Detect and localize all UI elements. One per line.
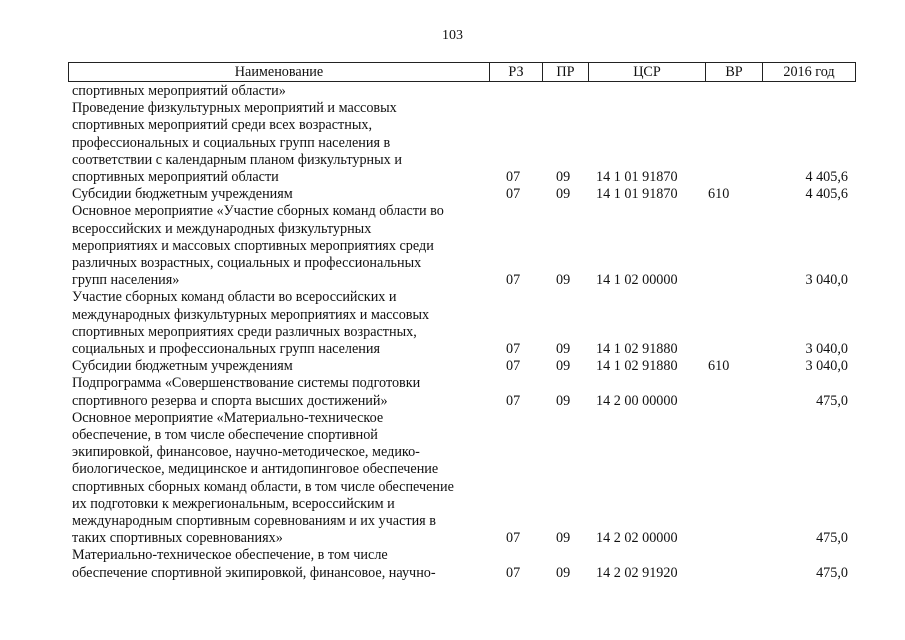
row-name-line: всероссийских и международных физкультурных	[72, 220, 372, 237]
row-rz: 07	[506, 186, 521, 203]
row-name-line: Материально-техническое обеспечение, в том числе	[72, 547, 388, 564]
row-name	[72, 83, 492, 100]
row-rz: 07	[506, 358, 521, 375]
table-header	[68, 62, 856, 82]
row-csr: 14 2 02 00000	[596, 530, 678, 547]
row-name-line: таких спортивных соревнованиях»	[72, 530, 283, 547]
row-vr: 610	[708, 358, 730, 375]
header-pr: ПР	[542, 63, 588, 81]
row-name-line: обеспечение, в том числе обеспечение спортивной	[72, 427, 378, 444]
row-name-line: спортивных мероприятий области	[72, 169, 279, 186]
row-rz: 07	[506, 564, 521, 581]
row-rz: 07	[506, 341, 521, 358]
row-name-line: спортивных мероприятий среди всех возрастных,	[72, 117, 372, 134]
row-pr: 09	[556, 392, 571, 409]
table-row	[0, 83, 905, 100]
row-pr: 09	[556, 186, 571, 203]
row-name	[72, 289, 492, 358]
row-pr: 09	[556, 358, 571, 375]
row-rz: 07	[506, 392, 521, 409]
row-pr: 09	[556, 564, 571, 581]
row-pr: 09	[556, 341, 571, 358]
header-csr: ЦСР	[588, 63, 705, 81]
row-name-line: Субсидии бюджетным учреждениям	[72, 186, 293, 203]
row-name	[72, 100, 492, 186]
row-csr: 14 1 02 91880	[596, 341, 678, 358]
row-rz: 07	[506, 272, 521, 289]
header-rz: РЗ	[489, 63, 542, 81]
row-name-line: групп населения»	[72, 272, 180, 289]
row-name-line: Субсидии бюджетным учреждениям	[72, 358, 293, 375]
row-name	[72, 547, 492, 581]
table-row	[0, 375, 905, 409]
row-amount: 4 405,6	[805, 169, 848, 186]
row-pr: 09	[556, 169, 571, 186]
row-pr: 09	[556, 272, 571, 289]
row-csr: 14 2 00 00000	[596, 392, 678, 409]
row-amount: 3 040,0	[805, 272, 848, 289]
row-name-line: соответствии с календарным планом физкультурных и	[72, 151, 402, 168]
row-name-line: международным спортивным соревнованиям и их участия в	[72, 513, 436, 530]
row-name	[72, 358, 492, 375]
row-name-line: профессиональных и социальных групп населения в	[72, 134, 391, 151]
table-row	[0, 358, 905, 375]
row-csr: 14 2 02 91920	[596, 564, 678, 581]
row-rz: 07	[506, 169, 521, 186]
row-csr: 14 1 02 00000	[596, 272, 678, 289]
row-name	[72, 203, 492, 289]
row-name-line: биологическое, медицинское и антидопинговое обеспечение	[72, 461, 439, 478]
row-name-line: мероприятиях и массовых спортивных мероприятиях среди	[72, 237, 434, 254]
row-amount: 475,0	[816, 530, 848, 547]
row-amount: 4 405,6	[805, 186, 848, 203]
row-name-line: Проведение физкультурных мероприятий и массовых	[72, 100, 397, 117]
table-row	[0, 410, 905, 548]
table-row	[0, 289, 905, 358]
row-csr: 14 1 02 91880	[596, 358, 678, 375]
row-name-line: спортивного резерва и спорта высших достижений»	[72, 392, 388, 409]
row-name-line: спортивных мероприятий области»	[72, 83, 286, 99]
header-vr: ВР	[705, 63, 762, 81]
row-name	[72, 186, 492, 203]
row-name-line: обеспечение спортивной экипировкой, финансовое, научно-	[72, 564, 436, 581]
row-amount: 475,0	[816, 392, 848, 409]
header-name: Наименование	[234, 64, 324, 80]
table-row	[0, 203, 905, 289]
row-csr: 14 1 01 91870	[596, 169, 678, 186]
table-row	[0, 100, 905, 186]
row-amount: 475,0	[816, 564, 848, 581]
row-amount: 3 040,0	[805, 341, 848, 358]
row-name-line: спортивных мероприятиях среди различных возрастных,	[72, 323, 417, 340]
table-body	[0, 83, 905, 582]
row-name-line: Основное мероприятие «Материально-техническое	[72, 409, 384, 426]
table-row	[0, 186, 905, 203]
row-name-line: экипировкой, финансовое, научно-методическое, медико-	[72, 444, 420, 461]
row-name-line: международных физкультурных мероприятиях и массовых	[72, 306, 430, 323]
row-csr: 14 1 01 91870	[596, 186, 678, 203]
row-vr: 610	[708, 186, 730, 203]
row-name-line: социальных и профессиональных групп населения	[72, 341, 380, 358]
row-rz: 07	[506, 530, 521, 547]
row-name-line: Участие сборных команд области во всероссийских и	[72, 289, 397, 306]
row-name-line: Основное мероприятие «Участие сборных команд области во	[72, 203, 444, 220]
row-name	[72, 375, 492, 409]
row-name-line: Подпрограмма «Совершенствование системы подготовки	[72, 375, 421, 392]
row-name-line: их подготовки к межрегиональным, всероссийским и	[72, 495, 395, 512]
row-name-line: различных возрастных, социальных и профессиональных	[72, 255, 422, 272]
row-amount: 3 040,0	[805, 358, 848, 375]
row-name-line: спортивных сборных команд области, в том числе обеспечение	[72, 478, 454, 495]
row-name	[72, 410, 492, 548]
page-number: 103	[442, 28, 463, 43]
header-year: 2016 год	[762, 63, 855, 81]
row-pr: 09	[556, 530, 571, 547]
table-row	[0, 547, 905, 581]
